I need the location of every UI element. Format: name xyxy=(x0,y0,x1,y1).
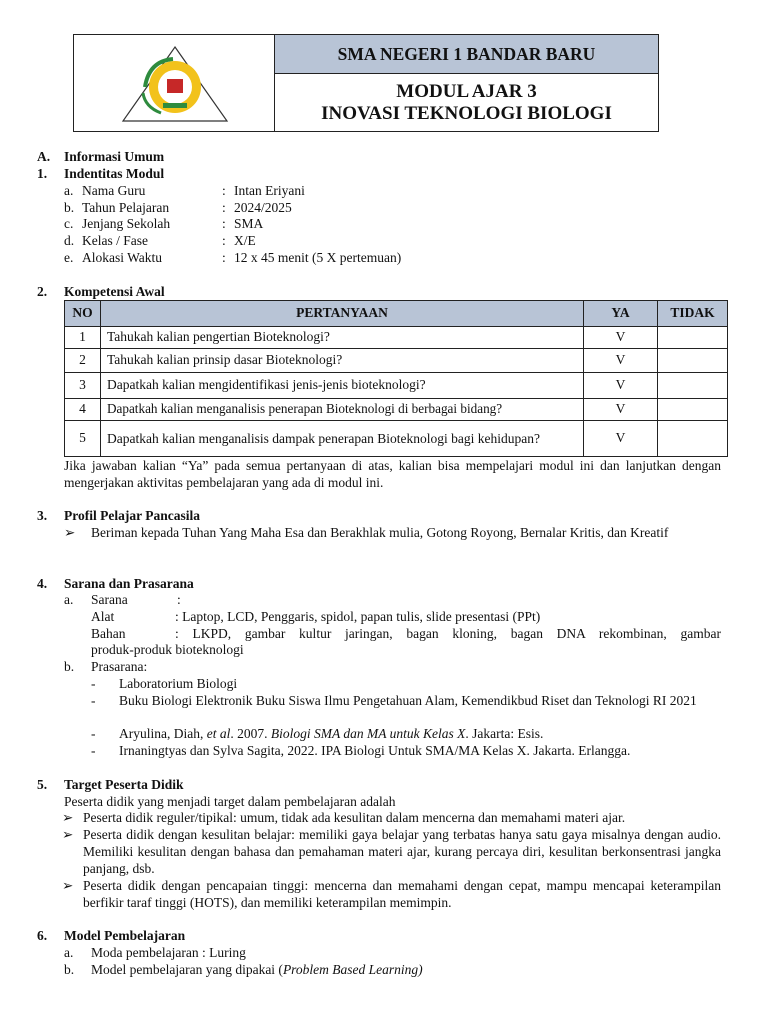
target-number: 5. xyxy=(37,777,48,792)
col-header-no: NO xyxy=(65,301,101,327)
target-item: Peserta didik dengan kesulitan belajar: memiliki gaya belajar yang terbatas hanya satu gaya misalnya dengan audio. Memiliki kesulitan dengan bahasa dan pemahaman materi ajar, kurang percaya diri, kesulitan berkonsentrasi jangka panjang, dsb. xyxy=(83,827,721,876)
header-box xyxy=(73,34,659,132)
alat-label: Alat xyxy=(91,609,115,624)
identity-letter: d. xyxy=(64,233,75,248)
table-header-row xyxy=(65,301,728,327)
citation-authors: Aryulina, Diah, xyxy=(119,726,207,741)
model-b-letter: b. xyxy=(64,962,75,977)
model-b-text xyxy=(91,962,423,979)
target-intro: Peserta didik yang menjadi target dalam pembelajaran adalah xyxy=(64,794,396,809)
section-a-marker: A. xyxy=(37,149,51,164)
competency-note: Jika jawaban kalian “Ya” pada semua pertanyaan di atas, kalian bisa mempelajari modul ini dan lanjutkan dengan mengerjakan aktivitas pembelajaran yang ada di modul ini. xyxy=(64,458,721,490)
target-item: Peserta didik dengan pencapaian tinggi: mencerna dan memahami dengan cepat, mampu mencapai keterampilan berfikir taraf tinggi (HOTS), dan memiliki keterampilan memimpin. xyxy=(83,878,721,910)
dash-bullet: - xyxy=(91,693,96,708)
competency-title: Kompetensi Awal xyxy=(64,284,165,299)
identity-colon: : xyxy=(222,183,226,198)
row-no-answer xyxy=(658,349,728,373)
table-row xyxy=(65,421,728,457)
row-no: 5 xyxy=(65,421,101,457)
profile-number: 3. xyxy=(37,508,48,523)
col-header-question: PERTANYAAN xyxy=(100,301,583,327)
school-logo xyxy=(115,41,235,125)
identity-label: Jenjang Sekolah xyxy=(82,216,171,231)
identity-value: Intan Eriyani xyxy=(234,183,305,198)
model-b-name: Problem Based Learning) xyxy=(282,962,423,977)
row-no-answer xyxy=(658,373,728,399)
row-question: Tahukah kalian prinsip dasar Bioteknologi? xyxy=(100,349,583,373)
competency-number: 2. xyxy=(37,284,48,299)
row-yes: V xyxy=(584,373,658,399)
prasarana-item: Buku Biologi Elektronik Buku Siswa Ilmu Pengetahuan Alam, Kemendikbud Riset dan Teknologi RI 2021 xyxy=(119,693,697,708)
citation-etal: et al xyxy=(206,726,231,741)
sarana-colon: : xyxy=(177,592,181,607)
row-no-answer xyxy=(658,421,728,457)
row-no: 4 xyxy=(65,399,101,421)
identity-value: X/E xyxy=(234,233,256,248)
identity-value: 12 x 45 menit (5 X pertemuan) xyxy=(234,250,402,265)
identity-colon: : xyxy=(222,233,226,248)
identity-value: 2024/2025 xyxy=(234,200,292,215)
facilities-title: Sarana dan Prasarana xyxy=(64,576,194,591)
row-no-answer xyxy=(658,399,728,421)
module-title xyxy=(275,75,658,131)
model-title: Model Pembelajaran xyxy=(64,928,186,943)
identity-letter: b. xyxy=(64,200,75,215)
section-a-title: Informasi Umum xyxy=(64,149,165,164)
profile-title: Profil Pelajar Pancasila xyxy=(64,508,200,523)
row-question: Tahukah kalian pengertian Bioteknologi? xyxy=(100,327,583,349)
row-question: Dapatkah kalian mengidentifikasi jenis-jenis bioteknologi? xyxy=(100,373,583,399)
module-title-line2: INOVASI TEKNOLOGI BIOLOGI xyxy=(321,103,612,124)
prasarana-item xyxy=(119,726,543,743)
identity-label: Alokasi Waktu xyxy=(82,250,163,265)
module-title-line1: MODUL AJAR 3 xyxy=(396,81,537,102)
model-a-text: Moda pembelajaran : Luring xyxy=(91,945,246,960)
arrow-bullet-icon: ➢ xyxy=(62,810,74,825)
identity-colon: : xyxy=(222,216,226,231)
school-name: SMA NEGERI 1 BANDAR BARU xyxy=(275,35,658,74)
citation-publisher: . Jakarta: Esis. xyxy=(465,726,544,741)
identity-value: SMA xyxy=(234,216,264,231)
arrow-bullet-icon: ➢ xyxy=(62,827,74,842)
dash-bullet: - xyxy=(91,726,96,741)
facilities-number: 4. xyxy=(37,576,48,591)
target-item: Peserta didik reguler/tipikal: umum, tidak ada kesulitan dalam mencerna dan memahami materi ajar. xyxy=(83,810,626,825)
identity-label: Tahun Pelajaran xyxy=(82,200,170,215)
bahan-value: : LKPD, gambar kultur jaringan, bagan kloning, bagan DNA rekombinan, gambar xyxy=(175,626,721,641)
profile-item: Beriman kepada Tuhan Yang Maha Esa dan Berakhlak mulia, Gotong Royong, Bernalar Kritis, dan Kreatif xyxy=(91,525,669,540)
identity-letter: e. xyxy=(64,250,74,265)
identity-label: Nama Guru xyxy=(82,183,146,198)
alat-value: : Laptop, LCD, Penggaris, spidol, papan tulis, slide presentasi (PPt) xyxy=(175,609,541,624)
table-row xyxy=(65,399,728,421)
identity-number: 1. xyxy=(37,166,48,181)
bahan-label: Bahan xyxy=(91,626,126,641)
identity-label: Kelas / Fase xyxy=(82,233,148,248)
table-row xyxy=(65,349,728,373)
identity-letter: a. xyxy=(64,183,74,198)
arrow-bullet-icon: ➢ xyxy=(64,525,76,540)
table-row xyxy=(65,327,728,349)
bahan-continued: produk-produk bioteknologi xyxy=(91,642,244,657)
citation-year: . 2007. xyxy=(230,726,271,741)
prasarana-item: Laboratorium Biologi xyxy=(119,676,238,691)
row-no: 1 xyxy=(65,327,101,349)
row-yes: V xyxy=(584,327,658,349)
row-no: 2 xyxy=(65,349,101,373)
identity-colon: : xyxy=(222,250,226,265)
model-b-prefix: Model pembelajaran yang dipakai ( xyxy=(91,962,283,977)
identity-title: Indentitas Modul xyxy=(64,166,165,181)
table-row xyxy=(65,373,728,399)
sarana-label: Sarana xyxy=(91,592,128,607)
identity-letter: c. xyxy=(64,216,74,231)
row-question: Dapatkah kalian menganalisis dampak penerapan Bioteknologi bagi kehidupan? xyxy=(100,421,583,457)
dash-bullet: - xyxy=(91,743,96,758)
sarana-letter: a. xyxy=(64,592,74,607)
model-a-letter: a. xyxy=(64,945,74,960)
row-question: Dapatkah kalian menganalisis penerapan Bioteknologi di berbagai bidang? xyxy=(100,399,583,421)
dash-bullet: - xyxy=(91,676,96,691)
row-no-answer xyxy=(658,327,728,349)
model-number: 6. xyxy=(37,928,48,943)
col-header-no-answer: TIDAK xyxy=(658,301,728,327)
col-header-yes: YA xyxy=(584,301,658,327)
citation-book-title: Biologi SMA dan MA untuk Kelas X xyxy=(270,726,466,741)
prasarana-label: Prasarana: xyxy=(91,659,148,674)
row-no: 3 xyxy=(65,373,101,399)
target-title: Target Peserta Didik xyxy=(64,777,184,792)
row-yes: V xyxy=(584,349,658,373)
row-yes: V xyxy=(584,421,658,457)
prasarana-letter: b. xyxy=(64,659,75,674)
competency-table xyxy=(64,300,728,457)
row-yes: V xyxy=(584,399,658,421)
identity-colon: : xyxy=(222,200,226,215)
prasarana-item: Irnaningtyas dan Sylva Sagita, 2022. IPA Biologi Untuk SMA/MA Kelas X. Jakarta. Erlangga. xyxy=(119,743,631,758)
arrow-bullet-icon: ➢ xyxy=(62,878,74,893)
logo-cell xyxy=(74,35,275,131)
